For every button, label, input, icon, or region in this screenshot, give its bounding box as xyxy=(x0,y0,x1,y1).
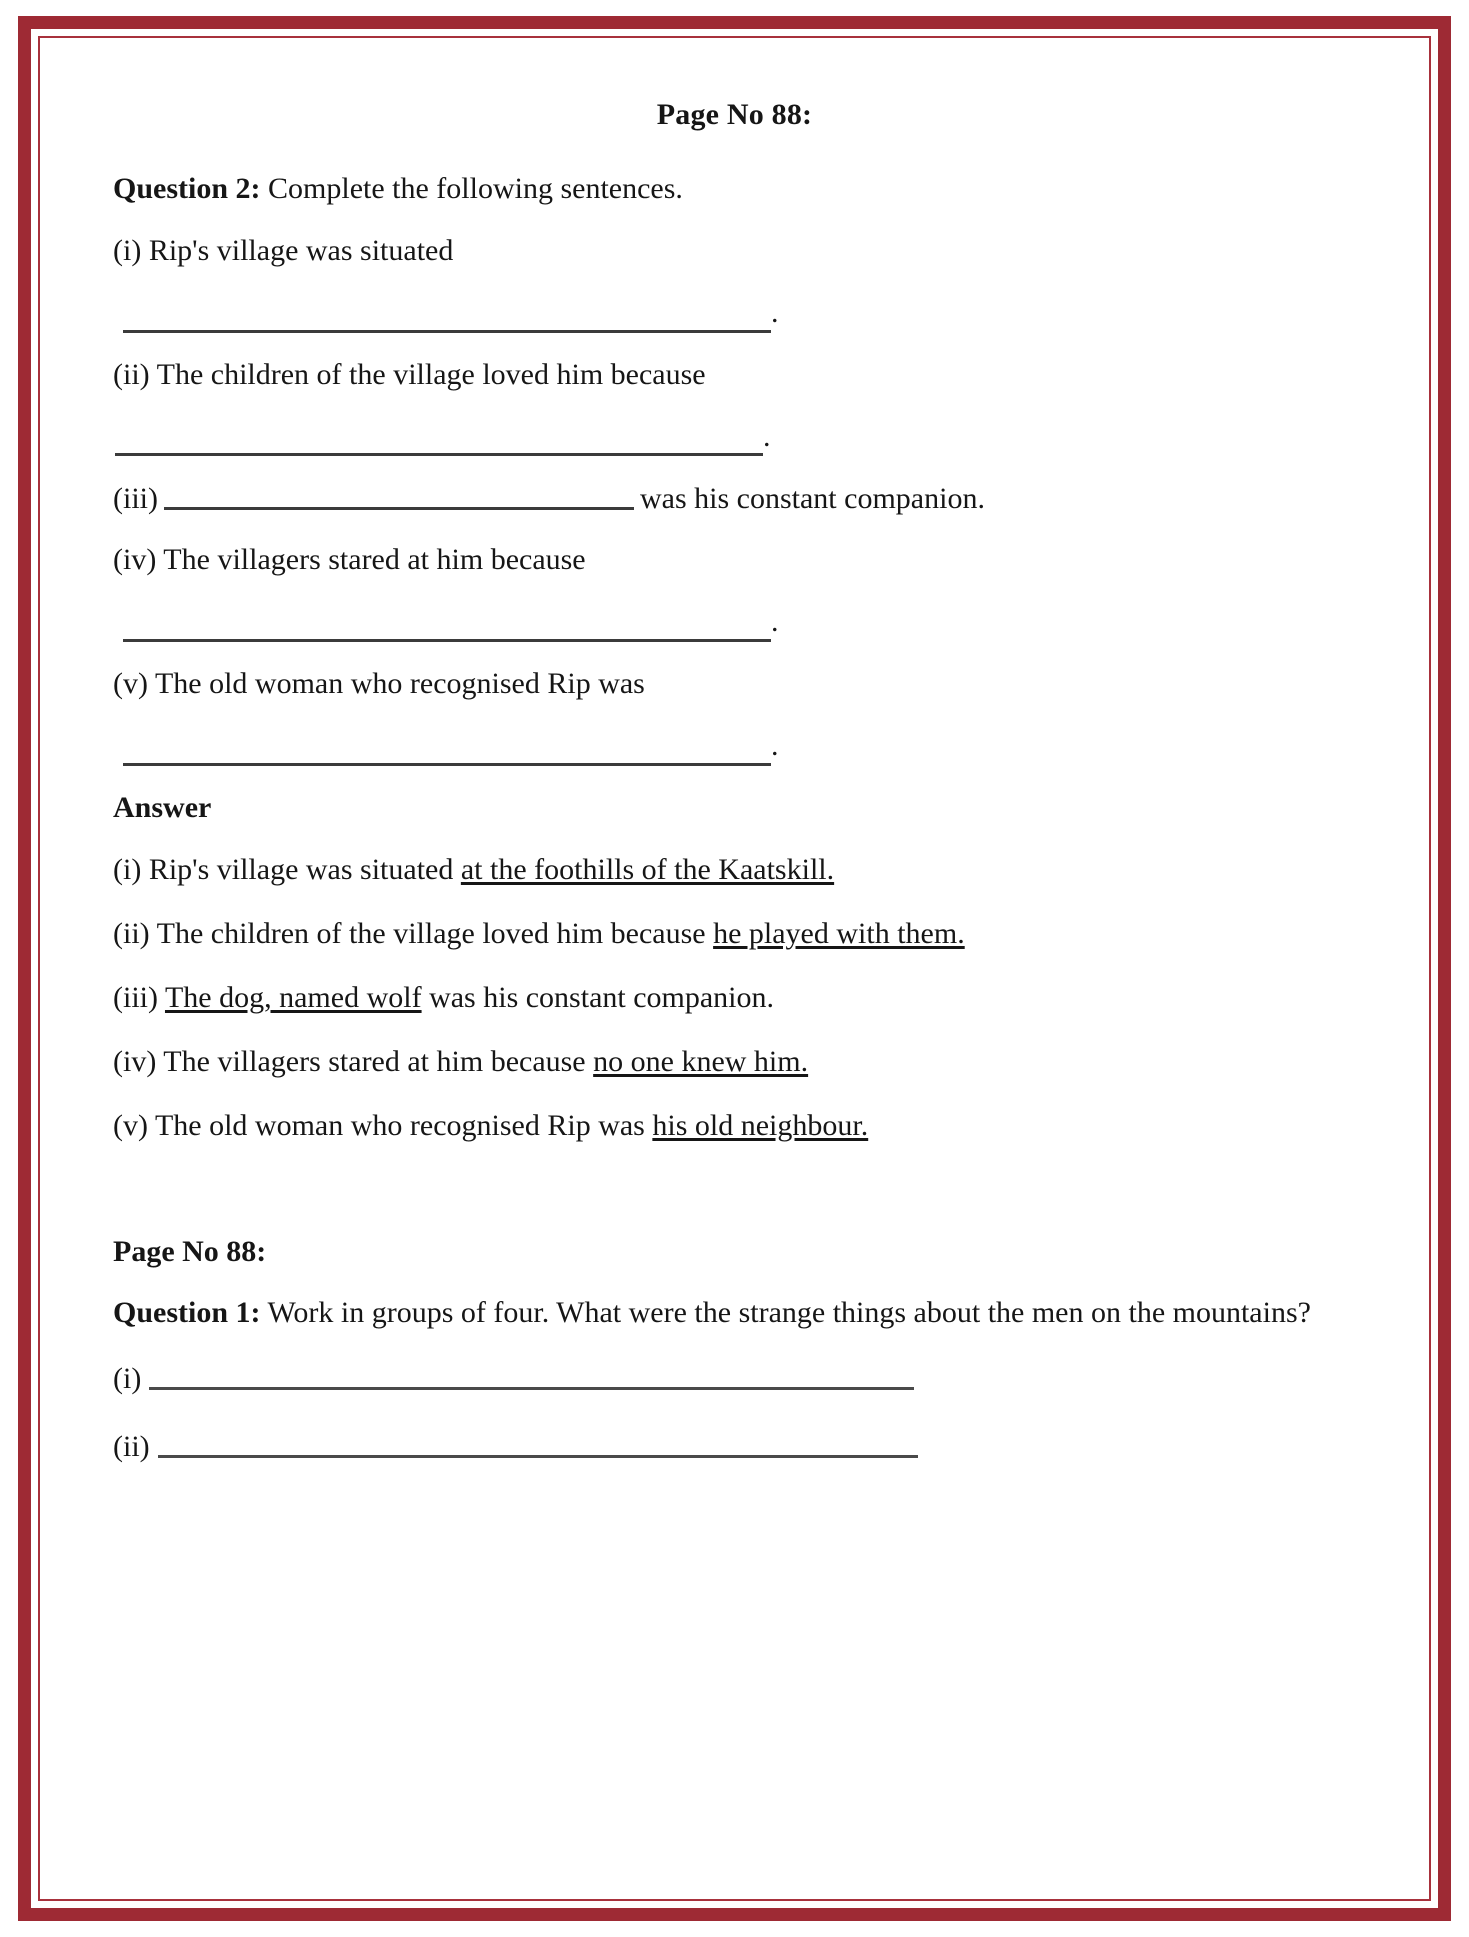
answer-blank-i[interactable] xyxy=(113,293,1356,333)
question-item-iii-text: was his constant companion. xyxy=(640,481,985,515)
answer-item-iv-marker: (iv) xyxy=(113,1044,157,1078)
answer-item-iii-underlined: The dog, named wolf xyxy=(164,980,422,1014)
answer-blank-iv[interactable] xyxy=(113,602,1356,642)
blank-rule[interactable] xyxy=(158,1433,918,1458)
question-item-iv-text: The villagers stared at him because xyxy=(163,543,586,577)
answer-item-iv xyxy=(113,1042,1356,1082)
question-item-ii-text: The children of the village loved him because xyxy=(156,357,706,391)
question-2-line xyxy=(113,169,1356,209)
question-item-iii xyxy=(113,479,1356,519)
document-content xyxy=(113,95,1356,1877)
answer-item-v-underlined: his old neighbour. xyxy=(652,1108,869,1142)
question-item-i-marker: (i) xyxy=(113,233,142,267)
question-item-v xyxy=(113,664,1356,704)
question-1-line xyxy=(113,1293,1356,1333)
blank-rule[interactable] xyxy=(149,1365,914,1390)
q1-blank-ii[interactable] xyxy=(113,1427,1356,1467)
answer-item-ii-marker: (ii) xyxy=(113,917,150,951)
question-item-i-text: Rip's village was situated xyxy=(148,233,454,267)
answer-item-v-marker: (v) xyxy=(113,1108,148,1142)
answer-item-i-lead: Rip's village was situated xyxy=(148,853,461,887)
page-heading-bottom: Page No 88: xyxy=(113,1234,267,1268)
question-1-text: Work in groups of four. What were the strange things about the men on the mountains? xyxy=(267,1296,1311,1330)
answer-item-ii-lead: The children of the village loved him because xyxy=(156,917,714,951)
answer-item-iii xyxy=(113,978,1356,1018)
q1-blank-i[interactable] xyxy=(113,1359,1356,1399)
question-item-v-marker: (v) xyxy=(113,667,148,701)
answer-blank-v[interactable] xyxy=(113,726,1356,766)
question-item-ii xyxy=(113,355,1356,395)
answer-item-i xyxy=(113,850,1356,890)
question-item-iii-marker: (iii) xyxy=(113,481,158,515)
question-item-ii-marker: (ii) xyxy=(113,357,150,391)
blank-trailing-punct-i: . xyxy=(771,295,779,329)
blank-rule[interactable] xyxy=(115,427,763,456)
answer-item-v xyxy=(113,1106,1356,1146)
page-heading-top: Page No 88: xyxy=(656,98,813,131)
question-item-v-text: The old woman who recognised Rip was xyxy=(154,667,645,701)
q1-blank-ii-marker: (ii) xyxy=(113,1430,150,1464)
answer-item-ii-underlined: he played with them. xyxy=(713,917,965,951)
answer-item-ii xyxy=(113,914,1356,954)
answer-blank-ii[interactable] xyxy=(113,417,1356,457)
answer-item-iv-underlined: no one knew him. xyxy=(593,1044,809,1078)
blank-rule[interactable] xyxy=(123,737,771,766)
question-1-label: Question 1: xyxy=(113,1296,261,1330)
blank-rule[interactable] xyxy=(123,613,771,642)
inline-blank-iii[interactable] xyxy=(164,485,634,510)
question-item-iv-marker: (iv) xyxy=(113,543,157,577)
answer-item-iv-lead: The villagers stared at him because xyxy=(163,1044,594,1078)
question-item-i xyxy=(113,231,1356,271)
section-spacer xyxy=(113,1170,1356,1232)
blank-trailing-punct-v: . xyxy=(771,729,779,763)
blank-trailing-punct-ii: . xyxy=(763,419,771,453)
blank-rule[interactable] xyxy=(123,304,771,333)
answer-heading: Answer xyxy=(113,791,212,825)
question-2-label: Question 2: xyxy=(113,171,261,205)
answer-item-iii-tail: was his constant companion. xyxy=(421,980,775,1014)
answer-item-v-lead: The old woman who recognised Rip was xyxy=(154,1108,653,1142)
blank-trailing-punct-iv: . xyxy=(771,605,779,639)
question-item-iv xyxy=(113,540,1356,580)
answer-item-iii-marker: (iii) xyxy=(113,980,158,1014)
question-2-text: Complete the following sentences. xyxy=(268,171,683,205)
answer-item-i-underlined: at the foothills of the Kaatskill. xyxy=(460,853,835,887)
q1-blank-i-marker: (i) xyxy=(113,1362,142,1396)
answer-item-i-marker: (i) xyxy=(113,853,142,887)
